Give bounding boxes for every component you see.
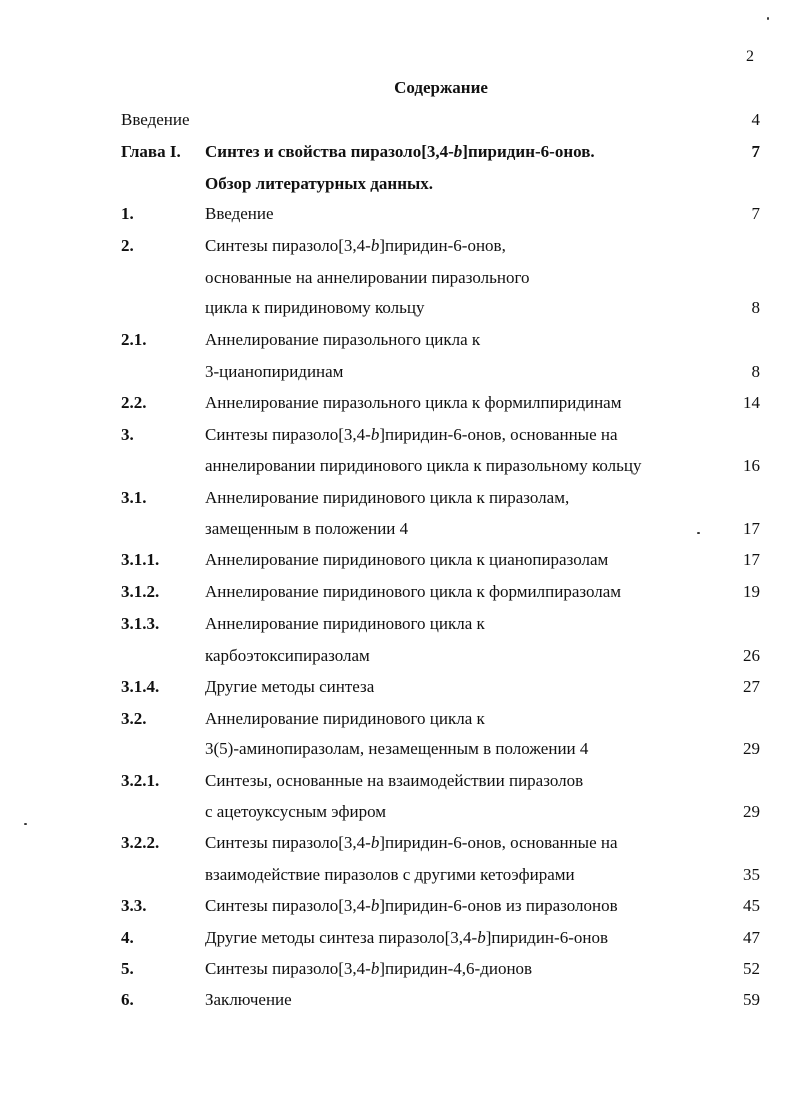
toc-entry-page: 14 (743, 393, 760, 412)
toc-entry (0, 707, 794, 731)
toc-entry (0, 863, 794, 887)
toc-entry-number: 3.2.2. (121, 833, 160, 852)
toc-entry (0, 360, 794, 384)
toc-entry-title: Другие методы синтеза (205, 677, 375, 696)
toc-entry-title: цикла к пиридиновому кольцу (205, 298, 425, 317)
toc-entry (0, 612, 794, 636)
toc-entry (0, 894, 794, 918)
toc-entry-page: 35 (743, 865, 760, 884)
toc-entry-page: 7 (751, 142, 760, 161)
toc-entry (0, 454, 794, 478)
toc-entry-title: взаимодействие пиразолов с другими кетоэфирами (205, 865, 575, 884)
toc-entry-title: Другие методы синтеза пиразоло[3,4-b]пиридин-6-онов (205, 928, 608, 947)
toc-entry-title: Синтезы пиразоло[3,4-b]пиридин-4,6-дионов (205, 959, 533, 978)
toc-entry-number: 3.2.1. (121, 771, 160, 790)
toc-entry-title: Синтезы пиразоло[3,4-b]пиридин-6-онов из пиразолонов (205, 896, 618, 915)
toc-entry-title: Введение (205, 204, 274, 223)
toc-entry-number: 4. (121, 928, 134, 947)
toc-entry (0, 202, 794, 226)
toc-entry-page: 16 (743, 456, 760, 475)
toc-entry-page: 27 (743, 677, 760, 696)
toc-entry-page: 17 (743, 550, 760, 569)
toc-entry-title: Аннелирование пиразольного цикла к (205, 330, 481, 349)
toc-entry (0, 988, 794, 1012)
toc-entry-number: 6. (121, 990, 134, 1009)
toc-entry (0, 140, 794, 164)
page-number: 2 (746, 48, 754, 65)
toc-entry-title: Аннелирование пиридинового цикла к пиразолам, (205, 488, 570, 507)
toc-entry-title: Аннелирование пиридинового цикла к формилпиразолам (205, 582, 622, 601)
toc-entry (0, 486, 794, 510)
toc-entry-title: Синтезы пиразоло[3,4-b]пиридин-6-онов, (205, 236, 506, 255)
toc-entry (0, 737, 794, 761)
toc-entry-title: Аннелирование пиридинового цикла к (205, 709, 485, 728)
toc-entry-page: 26 (743, 646, 760, 665)
scan-speck (697, 532, 700, 534)
toc-entry-page: 7 (751, 204, 760, 223)
toc-entry-number: 2. (121, 236, 134, 255)
toc-entry (0, 548, 794, 572)
toc-entry-title: Аннелирование пиразольного цикла к формилпиридинам (205, 393, 622, 412)
toc-entry-number: 3.1.4. (121, 677, 160, 696)
scan-speck (767, 17, 769, 20)
toc-entry-title: Синтезы пиразоло[3,4-b]пиридин-6-онов, основанные на (205, 425, 618, 444)
toc-entry-page: 29 (743, 802, 760, 821)
toc-entry-title: Синтезы пиразоло[3,4-b]пиридин-6-онов, основанные на (205, 833, 618, 852)
toc-entry (0, 517, 794, 541)
toc-entry (0, 423, 794, 447)
toc-entry (0, 266, 794, 290)
toc-entry (0, 108, 794, 132)
toc-entry-title: аннелировании пиридинового цикла к пиразольному кольцу (205, 456, 642, 475)
toc-entry-title: 3-цианопиридинам (205, 362, 344, 381)
toc-entry (0, 800, 794, 824)
toc-entry-number: 3.3. (121, 896, 147, 915)
toc-entry (0, 172, 794, 196)
toc-entry-page: 45 (743, 896, 760, 915)
toc-entry-title: замещенным в положении 4 (205, 519, 409, 538)
toc-entry-title: карбоэтоксипиразолам (205, 646, 370, 665)
toc-entry-number: 3.2. (121, 709, 147, 728)
toc-entry-title: Обзор литературных данных. (205, 174, 434, 193)
toc-entry-page: 29 (743, 739, 760, 758)
toc-entry-page: 8 (751, 362, 760, 381)
toc-entry (0, 328, 794, 352)
toc-entry (0, 769, 794, 793)
toc-entry-number: 3.1.1. (121, 550, 160, 569)
toc-entry-number: 3.1. (121, 488, 147, 507)
toc-entry-number: Глава I. (121, 142, 181, 161)
toc-entry (0, 296, 794, 320)
toc-entry-page: 19 (743, 582, 760, 601)
toc-entry-number: 3. (121, 425, 134, 444)
toc-entry (0, 957, 794, 981)
toc-entry-number: 1. (121, 204, 134, 223)
toc-entry-title: Синтезы, основанные на взаимодействии пиразолов (205, 771, 584, 790)
toc-entry-page: 4 (751, 110, 760, 129)
toc-entry-number: 5. (121, 959, 134, 978)
toc-entry-page: 52 (743, 959, 760, 978)
toc-entry (0, 644, 794, 668)
toc-entry-page: 8 (751, 298, 760, 317)
toc-entry-page: 47 (743, 928, 760, 947)
toc-entry-title: 3(5)-аминопиразолам, незамещенным в положении 4 (205, 739, 589, 758)
toc-entry-title: Синтез и свойства пиразоло[3,4-b]пиридин-6-онов. (205, 142, 595, 161)
toc-entry (0, 831, 794, 855)
toc-entry-title: с ацетоуксусным эфиром (205, 802, 387, 821)
toc-entry-number: 2.2. (121, 393, 147, 412)
toc-entry-title: основанные на аннелировании пиразольного (205, 268, 530, 287)
toc-entry (0, 926, 794, 950)
toc-entry-number: 3.1.3. (121, 614, 160, 633)
toc-entry (0, 580, 794, 604)
toc-entry-title: Аннелирование пиридинового цикла к (205, 614, 485, 633)
toc-entry-title: Заключение (205, 990, 292, 1009)
toc-entry (0, 675, 794, 699)
toc-entry-title: Введение (121, 110, 190, 129)
toc-entry (0, 234, 794, 258)
toc-entry-page: 17 (743, 519, 760, 538)
toc-entry-number: 2.1. (121, 330, 147, 349)
toc-entry-title: Аннелирование пиридинового цикла к цианопиразолам (205, 550, 609, 569)
toc-entry-page: 59 (743, 990, 760, 1009)
toc-entry (0, 391, 794, 415)
toc-entry-number: 3.1.2. (121, 582, 160, 601)
toc-title: Содержание (394, 78, 488, 97)
scan-speck (24, 823, 27, 825)
